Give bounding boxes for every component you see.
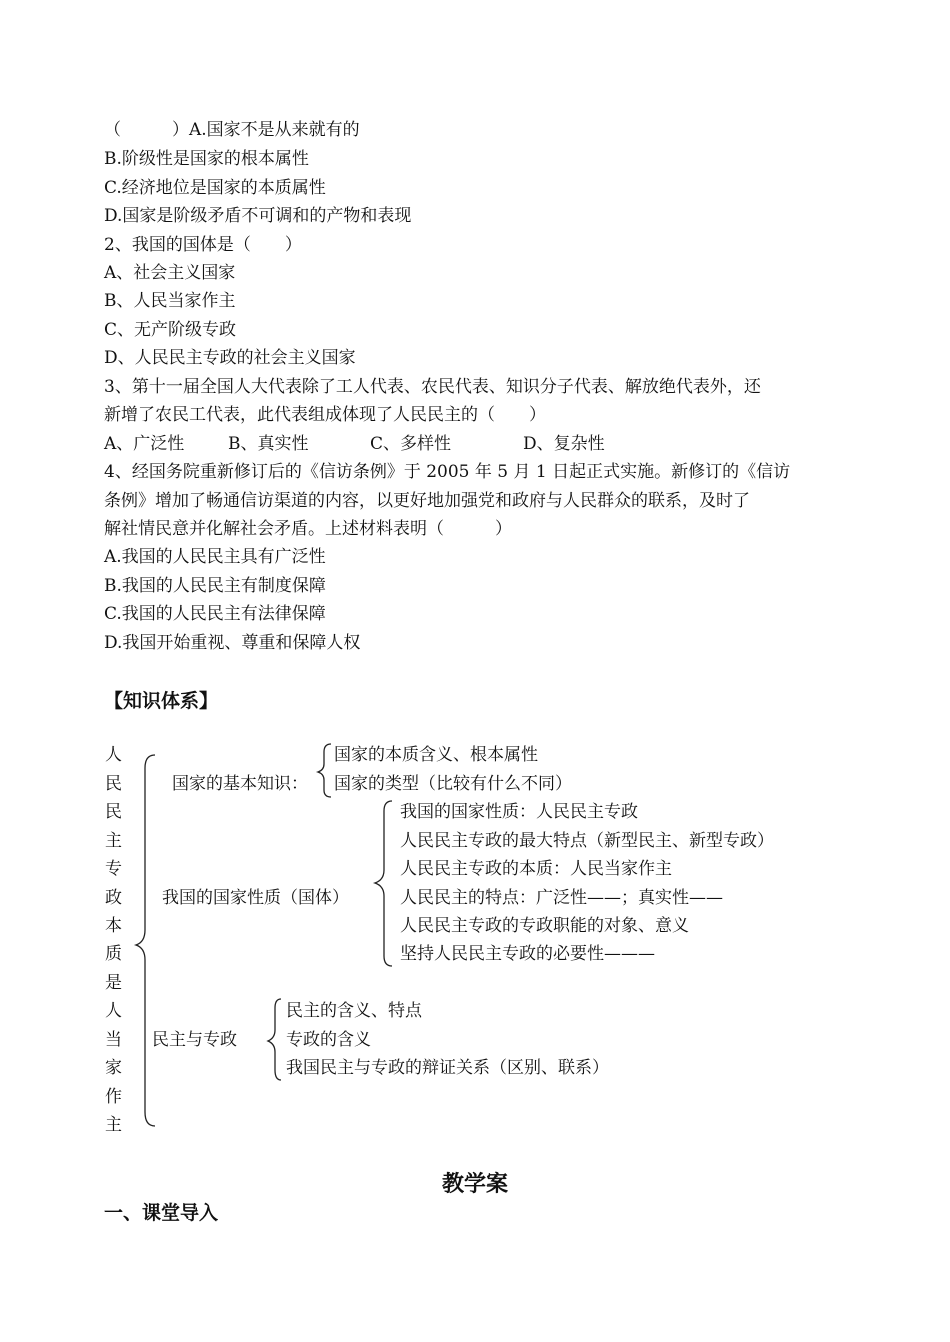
branch2-item: 人民民主的特点：广泛性——；真实性—— <box>400 888 723 908</box>
root-char: 人 <box>105 1001 122 1021</box>
root-char: 家 <box>105 1058 122 1078</box>
q3-option-c: C、多样性 <box>370 434 452 454</box>
root-char: 民 <box>105 802 122 822</box>
branch2-item: 坚持人民民主专政的必要性——— <box>400 944 655 964</box>
root-char: 政 <box>105 888 122 908</box>
branch2-item: 人民民主专政的本质：人民当家作主 <box>400 859 672 879</box>
branch2-item: 人民民主专政的最大特点（新型民主、新型专政） <box>400 831 774 851</box>
q3-stem-line1: 3、第十一届全国人大代表除了工人代表、农民代表、知识分子代表、解放绝代表外，还 <box>104 377 761 397</box>
lesson-plan-title: 教学案 <box>441 1172 508 1197</box>
q3-option-b: B、真实性 <box>228 434 309 454</box>
branch1-item: 国家的类型（比较有什么不同） <box>334 774 572 794</box>
q4-stem-line3: 解社情民意并化解社会矛盾。上述材料表明（ ） <box>104 519 512 539</box>
q4-option-b: B.我国的人民民主有制度保障 <box>104 576 326 596</box>
q1-stem: （ ）A.国家不是从来就有的 <box>104 120 360 140</box>
q1-option-c: C.经济地位是国家的本质属性 <box>104 178 326 198</box>
root-char: 当 <box>105 1030 122 1050</box>
knowledge-heading: 【知识体系】 <box>104 690 219 712</box>
q4-option-c: C.我国的人民民主有法律保障 <box>104 604 326 624</box>
branch2-brace <box>375 801 392 966</box>
branch3-label: 民主与专政 <box>152 1030 237 1050</box>
q3-stem-line2: 新增了农民工代表，此代表组成体现了人民民主的（ ） <box>104 405 546 425</box>
branch2-item: 人民民主专政的专政职能的对象、意义 <box>400 916 689 936</box>
q1-option-d: D.国家是阶级矛盾不可调和的产物和表现 <box>104 206 412 226</box>
q4-option-d: D.我国开始重视、尊重和保障人权 <box>104 633 361 653</box>
branch3-brace <box>268 999 281 1080</box>
q2-option-b: B、人民当家作主 <box>104 291 236 311</box>
q3-option-a: A、广泛性 <box>104 434 185 454</box>
main-brace <box>136 755 155 1126</box>
branch2-label: 我国的国家性质（国体） <box>162 888 349 908</box>
root-char: 主 <box>105 1115 122 1135</box>
root-char: 民 <box>105 774 122 794</box>
q2-option-a: A、社会主义国家 <box>104 263 236 283</box>
branch1-item: 国家的本质含义、根本属性 <box>334 745 538 765</box>
root-char: 质 <box>105 944 122 964</box>
branch1-brace <box>318 744 331 797</box>
branch3-item: 我国民主与专政的辩证关系（区别、联系） <box>286 1058 609 1078</box>
q2-stem: 2、我国的国体是（ ） <box>104 235 302 255</box>
q2-option-c: C、无产阶级专政 <box>104 320 237 340</box>
q4-option-a: A.我国的人民民主具有广泛性 <box>104 547 326 567</box>
branch3-item: 专政的含义 <box>286 1030 371 1050</box>
q2-option-d: D、人民民主专政的社会主义国家 <box>104 348 356 368</box>
q3-option-d: D、复杂性 <box>523 434 605 454</box>
q4-stem-line2: 条例》增加了畅通信访渠道的内容，以更好地加强党和政府与人民群众的联系，及时了 <box>104 491 750 511</box>
branch3-item: 民主的含义、特点 <box>286 1001 422 1021</box>
branch2-item: 我国的国家性质：人民民主专政 <box>400 802 638 822</box>
root-char: 本 <box>105 916 122 936</box>
q4-stem-line1: 4、经国务院重新修订后的《信访条例》于 2005 年 5 月 1 日起正式实施。新修订的《信访 <box>104 462 791 482</box>
root-char: 作 <box>105 1087 122 1107</box>
root-char: 主 <box>105 831 122 851</box>
root-char: 专 <box>105 859 122 879</box>
root-char: 是 <box>105 973 122 993</box>
q1-option-b: B.阶级性是国家的根本属性 <box>104 149 309 169</box>
branch1-label: 国家的基本知识： <box>172 774 308 794</box>
root-char: 人 <box>105 745 122 765</box>
section-heading: 一、课堂导入 <box>104 1202 219 1224</box>
